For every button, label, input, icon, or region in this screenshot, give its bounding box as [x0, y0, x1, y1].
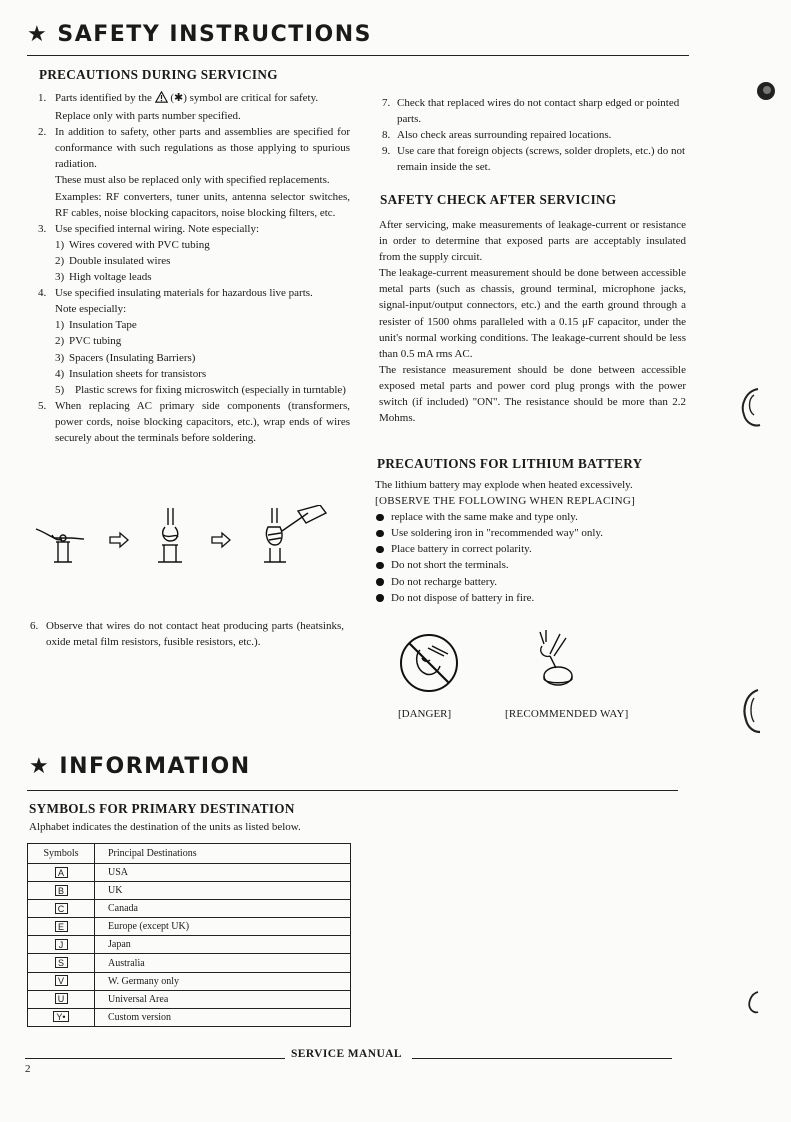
table-header-row — [28, 844, 351, 864]
item-1-text-b: (✱) symbol are critical for safety. — [167, 92, 319, 104]
sub-number: 3) — [55, 351, 65, 364]
symbol-box: C — [55, 903, 68, 914]
safety-banner: ★ SAFETY INSTRUCTIONS — [27, 22, 372, 47]
footer-rule-right — [412, 1058, 672, 1059]
arrow-right-icon — [212, 533, 230, 547]
terminal-step-2-icon — [158, 508, 182, 562]
item-4-sub — [55, 317, 350, 333]
table-row — [28, 936, 351, 954]
item-number: 3. — [38, 222, 47, 235]
table-row — [28, 1008, 351, 1026]
item-3 — [38, 221, 350, 285]
item-4-text-a: Use specified insulating materials for hazardous live parts. — [55, 287, 313, 300]
table-row — [28, 972, 351, 990]
item-3-sub — [55, 253, 350, 269]
sub-text: Insulation Tape — [69, 319, 137, 332]
footer-label: SERVICE MANUAL — [291, 1048, 402, 1060]
item-7-text: Check that replaced wires do not contact sharp edged or pointed parts. — [397, 97, 680, 126]
binder-hole-icon — [738, 688, 766, 741]
lithium-bullet: Do not recharge battery. — [375, 574, 687, 590]
symbol-box: V — [55, 975, 68, 986]
table-row — [28, 882, 351, 900]
table-row — [28, 990, 351, 1008]
symbol-box: U — [55, 993, 68, 1004]
symbol-box: J — [55, 939, 68, 950]
destination-cell: Japan — [95, 936, 351, 954]
sub-text: High voltage leads — [69, 271, 152, 284]
item-number: 7. — [382, 97, 391, 109]
check-paragraph-3: The resistance measurement should be done between accessible exposed metal parts and power cord plug prongs with the power switch (if included) "ON". The resistance should be more than 2.2 Mohms. — [379, 363, 686, 425]
lithium-heading: PRECAUTIONS FOR LITHIUM BATTERY — [377, 456, 643, 471]
item-7 — [382, 95, 689, 127]
destination-cell: Custom version — [95, 1008, 351, 1026]
recommended-label: [RECOMMENDED WAY] — [505, 708, 629, 720]
destination-cell: Universal Area — [95, 990, 351, 1008]
sub-text: Plastic screws for fixing microswitch (especially in turntable) — [75, 383, 346, 396]
destination-cell: W. Germany only — [95, 972, 351, 990]
servicing-list-c — [382, 95, 689, 175]
table-header-destinations: Principal Destinations — [95, 844, 351, 864]
sub-text: Insulation sheets for transistors — [69, 367, 207, 380]
sub-number: 1) — [55, 238, 65, 251]
binder-hole-icon — [736, 385, 766, 436]
item-1 — [38, 90, 350, 124]
lithium-bullet: Do not dispose of battery in fire. — [375, 590, 687, 606]
table-row — [28, 864, 351, 882]
destination-table — [27, 843, 351, 1027]
item-2 — [38, 124, 350, 221]
destination-cell: Europe (except UK) — [95, 918, 351, 936]
item-number: 2. — [38, 126, 47, 139]
sub-number: 1) — [55, 319, 65, 332]
lithium-bullet-list — [375, 509, 687, 606]
item-number: 1. — [38, 92, 47, 104]
lithium-bullet: Use soldering iron in "recommended way" only. — [375, 525, 687, 541]
sub-number: 3) — [55, 271, 65, 284]
table-row — [28, 918, 351, 936]
destination-cell: Australia — [95, 954, 351, 972]
recommended-soldering-icon — [534, 628, 590, 697]
item-4-sub — [55, 333, 350, 349]
symbol-box: S — [55, 957, 68, 968]
item-1-text-a: Parts identified by the — [55, 92, 155, 104]
item-2-text-c: Examples: RF converters, tuner units, antenna selector switches, RF cables, noise blocking capacitors, noise blocking filters, etc. — [55, 190, 350, 219]
item-number: 9. — [382, 145, 391, 158]
wire-wrapping-illustration — [30, 505, 330, 580]
item-number: 6. — [30, 620, 39, 632]
item-number: 4. — [38, 287, 47, 300]
table-row — [28, 900, 351, 918]
destination-cell: USA — [95, 864, 351, 882]
item-3-sub — [55, 269, 350, 285]
item-1-text-c: Replace only with parts number specified. — [55, 110, 241, 123]
item-4 — [38, 285, 350, 398]
lithium-paragraph-2: [OBSERVE THE FOLLOWING WHEN REPLACING] — [375, 495, 636, 508]
danger-prohibited-icon — [398, 632, 460, 699]
safety-banner-rule — [27, 55, 689, 56]
servicing-list-b — [30, 618, 344, 650]
item-8-text: Also check areas surrounding repaired locations. — [397, 129, 612, 142]
lithium-section — [375, 477, 687, 606]
symbols-heading: SYMBOLS FOR PRIMARY DESTINATION — [29, 801, 295, 816]
servicing-heading: PRECAUTIONS DURING SERVICING — [39, 67, 278, 82]
destination-cell: Canada — [95, 900, 351, 918]
item-4-sub — [55, 382, 350, 398]
symbols-intro: Alphabet indicates the destination of the units as listed below. — [29, 821, 301, 833]
warning-triangle-icon — [155, 91, 168, 108]
servicing-list-a — [38, 90, 350, 446]
terminal-step-1-icon — [36, 529, 84, 562]
check-paragraph-1: After servicing, make measurements of leakage-current or resistance in order to determine that exposed parts are acceptably insulated from the supply circuit. — [379, 219, 686, 264]
information-banner-rule — [27, 790, 678, 791]
item-3-text: Use specified internal wiring. Note especially: — [55, 222, 260, 235]
danger-label: [DANGER] — [398, 708, 452, 720]
sub-text: PVC tubing — [69, 335, 122, 348]
item-2-text-a: In addition to safety, other parts and assemblies are specified for conformance with such regulations as those applying to spurious radiation. — [55, 126, 350, 171]
item-number: 8. — [382, 129, 391, 142]
item-number: 5. — [38, 399, 47, 412]
symbol-box: E — [55, 921, 68, 932]
table-row — [28, 954, 351, 972]
sub-text: Spacers (Insulating Barriers) — [69, 351, 196, 364]
item-9-text: Use care that foreign objects (screws, solder droplets, etc.) do not remain inside the set. — [397, 145, 686, 174]
table-header-symbols: Symbols — [28, 844, 95, 864]
sub-text: Double insulated wires — [69, 254, 171, 267]
sub-number: 4) — [55, 367, 65, 380]
check-paragraph-2: The leakage-current measurement should be done between accessible metal parts (such as chassis, ground terminal, microphone jacks, signal-input/output connectors, etc.) and the earth ground through a resister of 1500 ohms paralleled with a 0.15 μF capacitor, under the unit's normal working conditions. The leakage-current should be less than 0.5 mA rms AC. — [379, 267, 686, 360]
footer-rule-left — [25, 1058, 285, 1059]
arrow-right-icon — [110, 533, 128, 547]
destination-cell: UK — [95, 882, 351, 900]
sub-number: 2) — [55, 335, 65, 348]
lithium-bullet: Do not short the terminals. — [375, 557, 687, 573]
information-banner: ★ INFORMATION — [29, 754, 251, 779]
item-6 — [30, 618, 344, 650]
item-4-sub — [55, 366, 350, 382]
binder-hole-icon — [744, 988, 764, 1021]
item-5-text: When replacing AC primary side components (transformers, power cords, noise blocking capacitors, etc.), wrap ends of wires securely about the terminals before soldering. — [55, 399, 350, 444]
page-number: 2 — [25, 1063, 31, 1075]
lithium-paragraph-1: The lithium battery may explode when heated excessively. — [375, 479, 633, 491]
item-5 — [38, 398, 350, 446]
item-8 — [382, 127, 689, 143]
symbol-box: Y• — [53, 1011, 69, 1022]
item-9 — [382, 143, 689, 175]
item-3-sub — [55, 237, 350, 253]
sub-text: Wires covered with PVC tubing — [69, 238, 210, 251]
lithium-bullet: replace with the same make and type only. — [375, 509, 687, 525]
sub-number: 5) — [55, 383, 65, 396]
symbol-box: A — [55, 867, 68, 878]
item-2-text-b: These must also be replaced only with specified replacements. — [55, 174, 330, 187]
terminal-step-3-icon — [264, 505, 326, 562]
item-4-text-b: Note especially: — [55, 303, 127, 316]
item-4-sub — [55, 350, 350, 366]
check-section — [379, 217, 686, 426]
check-heading: SAFETY CHECK AFTER SERVICING — [380, 192, 617, 207]
item-6-text: Observe that wires do not contact heat producing parts (heatsinks, oxide metal film resistors, fusible resistors, etc.). — [46, 620, 344, 649]
lithium-bullet: Place battery in correct polarity. — [375, 541, 687, 557]
binder-hole-icon — [755, 80, 777, 107]
symbol-box: B — [55, 885, 68, 896]
sub-number: 2) — [55, 254, 65, 267]
